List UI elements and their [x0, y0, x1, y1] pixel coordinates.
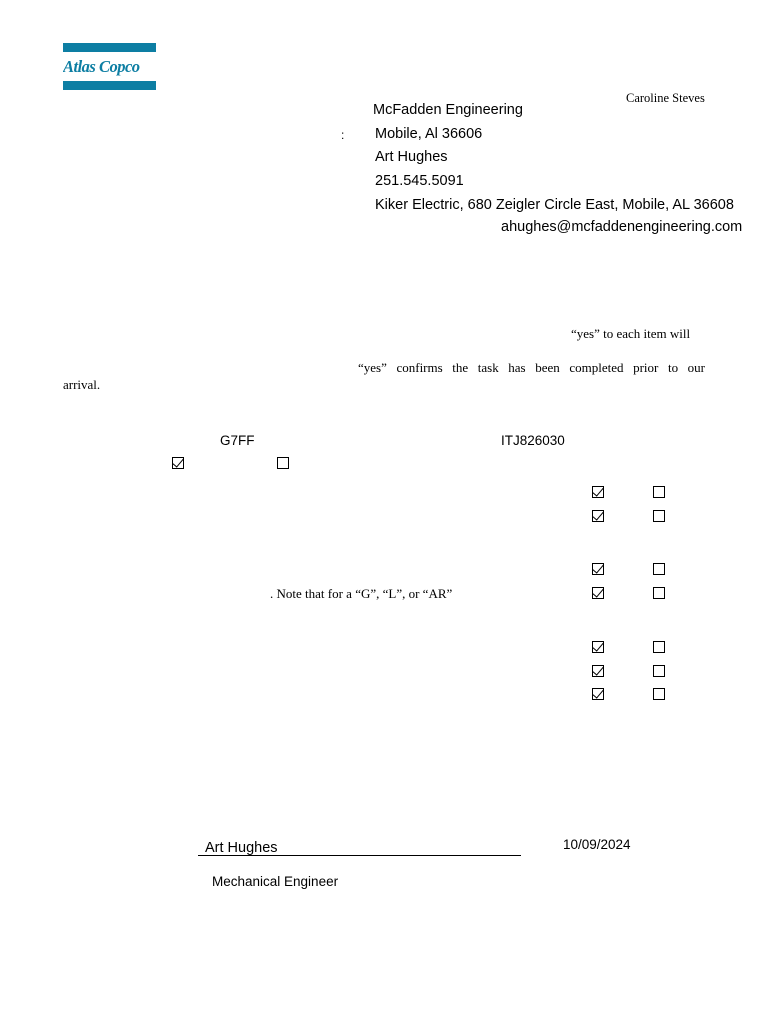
item-4-no-checkbox[interactable] [653, 587, 665, 599]
item-5-no-checkbox[interactable] [653, 641, 665, 653]
logo-bar-bottom [63, 81, 156, 90]
intro-line-2: “yes” confirms the task has been completed prior to our [358, 360, 705, 375]
intro-line-1: “yes” to each item will [571, 326, 691, 341]
item-6-yes-checkbox[interactable] [592, 665, 604, 677]
item-7-no-checkbox[interactable] [653, 688, 665, 700]
item-1-yes-checkbox[interactable] [592, 486, 604, 498]
company-city: Mobile, Al 36606 [375, 126, 483, 142]
top-yes-checkbox[interactable] [172, 457, 184, 469]
contact-person: Art Hughes [375, 149, 448, 165]
item-1-no-checkbox[interactable] [653, 486, 665, 498]
signature-date[interactable]: 10/09/2024 [563, 837, 631, 852]
contact-phone: 251.545.5091 [375, 173, 464, 189]
item-5-yes-checkbox[interactable] [592, 641, 604, 653]
item-2-yes-checkbox[interactable] [592, 510, 604, 522]
item-3-yes-checkbox[interactable] [592, 563, 604, 575]
item-7-yes-checkbox[interactable] [592, 688, 604, 700]
logo-bar-top [63, 43, 156, 52]
equipment-serial: ITJ826030 [501, 433, 565, 448]
equipment-model: G7FF [220, 433, 255, 448]
site-address: Kiker Electric, 680 Zeigler Circle East, Mobile, AL 36608 [375, 197, 734, 213]
contact-name: Caroline Steves [626, 91, 705, 105]
signature-name[interactable]: Art Hughes [205, 840, 278, 856]
item-6-no-checkbox[interactable] [653, 665, 665, 677]
item-2-no-checkbox[interactable] [653, 510, 665, 522]
top-no-checkbox[interactable] [277, 457, 289, 469]
intro-line-3: arrival. [63, 377, 101, 392]
air-type-note: . Note that for a “G”, “L”, or “AR” [270, 586, 453, 601]
item-4-yes-checkbox[interactable] [592, 587, 604, 599]
label-colon: : [341, 128, 345, 142]
signature-title[interactable]: Mechanical Engineer [212, 874, 339, 889]
signature-line [198, 855, 521, 856]
company-logo [63, 43, 156, 90]
item-3-no-checkbox[interactable] [653, 563, 665, 575]
logo-wordmark: Atlas Copco [63, 57, 140, 76]
company-name: McFadden Engineering [373, 102, 523, 118]
contact-email: ahughes@mcfaddenengineering.com [501, 219, 743, 235]
